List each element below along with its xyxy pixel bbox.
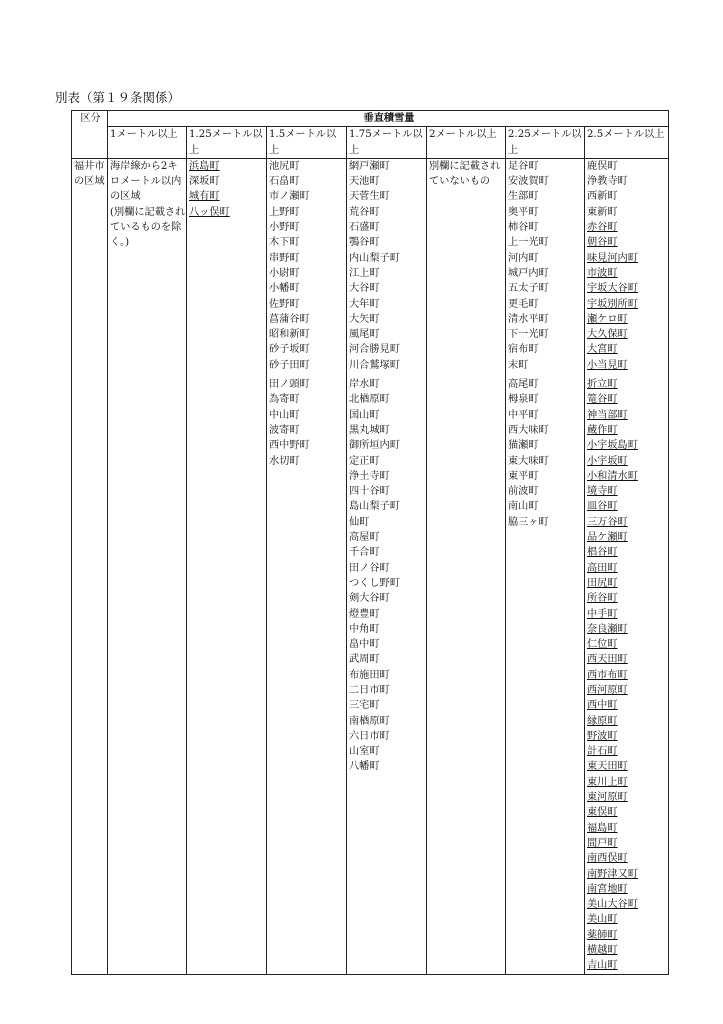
- town-item: 定正町: [349, 455, 380, 467]
- town-item: 六日市町: [349, 730, 390, 742]
- town-item: 布施田町: [349, 669, 390, 681]
- town-item: 宇坂大谷町: [587, 283, 638, 295]
- town-item: 宿布町: [508, 344, 539, 356]
- town-item: 北楢原町: [349, 394, 390, 406]
- town-item: 篭谷町: [587, 394, 618, 406]
- town-item: 足谷町: [508, 160, 539, 172]
- town-item: 高屋町: [349, 532, 380, 544]
- town-item: 水切町: [269, 455, 300, 467]
- column-header: 2.5メートル以上: [585, 127, 669, 159]
- town-item: 猫瀬町: [508, 440, 539, 452]
- town-item: 品ケ瀬町: [587, 532, 628, 544]
- town-item: 高田町: [587, 562, 618, 574]
- town-item: 池尻町: [269, 160, 300, 172]
- town-item: (別欄に記載されているものを除く。): [110, 206, 186, 249]
- town-item: 中手町: [587, 608, 618, 620]
- area-list-cell: [108, 158, 187, 974]
- snow-load-table: [71, 110, 669, 975]
- town-item: 薬師町: [587, 929, 618, 941]
- town-item: 別欄に記載されていないもの: [429, 160, 501, 188]
- column-header: 2メートル以上: [427, 127, 506, 159]
- town-item: 八ッ俣町: [189, 206, 230, 218]
- town-item: 更毛町: [508, 298, 539, 310]
- town-item: 武周町: [349, 654, 380, 666]
- data-row: [72, 158, 669, 974]
- column-header: 1.25メートル以上: [187, 127, 267, 159]
- town-item: 中角町: [349, 623, 380, 635]
- town-item: 東平町: [508, 470, 539, 482]
- town-item: 昭和新町: [269, 329, 310, 341]
- town-item: 山室町: [349, 746, 380, 758]
- town-item: 前波町: [508, 486, 539, 498]
- town-item: 朝谷町: [587, 237, 618, 249]
- town-item: 南山町: [508, 501, 539, 513]
- town-item: 上一光町: [508, 237, 549, 249]
- town-item: 荒谷町: [349, 206, 380, 218]
- town-item: 大年町: [349, 298, 380, 310]
- town-item: 菖蒲谷町: [269, 313, 310, 325]
- header-row-columns: [72, 127, 669, 159]
- town-item: 田尻町: [587, 577, 618, 589]
- area-list-cell: [585, 158, 669, 974]
- town-item: 風尾町: [349, 329, 380, 341]
- town-item: 四十谷町: [349, 486, 390, 498]
- town-item: 小当見町: [587, 359, 628, 371]
- town-item: 野波町: [587, 730, 618, 742]
- town-item: 大宮町: [587, 344, 618, 356]
- town-item: 折立町: [587, 379, 618, 391]
- town-item: 小宇坂島町: [587, 440, 638, 452]
- town-item: 縁原町: [587, 715, 618, 727]
- town-item: 境寺町: [587, 486, 618, 498]
- town-item: 小尉町: [269, 267, 300, 279]
- table-caption: 別表（第１９条関係）: [55, 90, 181, 105]
- town-item: 江上町: [349, 267, 380, 279]
- town-item: 網戸瀬町: [349, 160, 390, 172]
- town-item: 三宅町: [349, 700, 380, 712]
- town-item: 河内町: [508, 252, 539, 264]
- town-item: 吉山町: [587, 960, 618, 972]
- town-item: 西新町: [587, 191, 618, 203]
- header-row-main: [72, 111, 669, 127]
- town-item: 田ノ谷町: [349, 562, 390, 574]
- town-item: 東河原町: [587, 792, 628, 804]
- column-header: 1.5メートル以上: [267, 127, 347, 159]
- town-item: 波寄町: [269, 424, 300, 436]
- town-item: 西河原町: [587, 684, 628, 696]
- town-item: 栂泉町: [508, 394, 539, 406]
- town-item: 柿谷町: [508, 222, 539, 234]
- town-item: 浜島町: [189, 160, 220, 172]
- town-item: 東大味町: [508, 455, 549, 467]
- town-item: 南宮地町: [587, 883, 628, 895]
- town-item: 西市布町: [587, 669, 628, 681]
- town-item: 大谷町: [349, 283, 380, 295]
- town-item: 剣大谷町: [349, 593, 390, 605]
- town-item: 仙町: [349, 516, 370, 528]
- town-item: 木下町: [269, 237, 300, 249]
- town-item: 黒丸城町: [349, 424, 390, 436]
- town-item: 南西俣町: [587, 853, 628, 865]
- column-header: 2.25メートル以上: [506, 127, 585, 159]
- town-item: 安波賀町: [508, 176, 549, 188]
- town-item: 神当部町: [587, 409, 628, 421]
- town-item: 市ノ瀬町: [269, 191, 310, 203]
- town-item: 宇坂別所町: [587, 298, 638, 310]
- town-item: 海岸線から2キロメートル以内の区域: [110, 160, 182, 203]
- town-item: 椙谷町: [587, 547, 618, 559]
- town-item: 浄土寺町: [349, 470, 390, 482]
- town-item: 岸水町: [349, 379, 380, 391]
- town-item: 国山町: [349, 409, 380, 421]
- town-item: 高尾町: [508, 379, 539, 391]
- town-item: 瀬ケロ町: [587, 313, 628, 325]
- region-cell: 福井市の区域: [72, 158, 108, 974]
- area-list-cell: [347, 158, 427, 974]
- area-list-cell: [187, 158, 267, 974]
- town-item: 大矢町: [349, 313, 380, 325]
- town-item: 内山梨子町: [349, 252, 400, 264]
- town-item: 二日市町: [349, 684, 390, 696]
- town-item: 奈良瀬町: [587, 623, 628, 635]
- town-item: 蔵作町: [587, 424, 618, 436]
- town-item: 御所垣内町: [349, 440, 400, 452]
- town-item: 生部町: [508, 191, 539, 203]
- town-item: 石盛町: [349, 222, 380, 234]
- town-item: 鶚谷町: [349, 237, 380, 249]
- town-item: 燈豊町: [349, 608, 380, 620]
- town-item: 為寄町: [269, 394, 300, 406]
- town-item: 大久保町: [587, 329, 628, 341]
- town-item: 南野津又町: [587, 868, 638, 880]
- town-item: 市波町: [587, 267, 618, 279]
- town-item: 奥平町: [508, 206, 539, 218]
- town-item: 仁位町: [587, 639, 618, 651]
- town-item: 美山大谷町: [587, 899, 638, 911]
- town-item: 皿谷町: [587, 501, 618, 513]
- town-item: 南楢原町: [349, 715, 390, 727]
- town-item: 中平町: [508, 409, 539, 421]
- town-item: 川合鷲塚町: [349, 359, 400, 371]
- town-item: 五太子町: [508, 283, 549, 295]
- column-header: 1メートル以上: [108, 127, 187, 159]
- town-item: 小宇坂町: [587, 455, 628, 467]
- town-item: 赤谷町: [587, 222, 618, 234]
- town-item: 横越町: [587, 945, 618, 957]
- town-item: 西中野町: [269, 440, 310, 452]
- town-item: 小幡町: [269, 283, 300, 295]
- town-item: つくし野町: [349, 577, 400, 589]
- town-item: 串野町: [269, 252, 300, 264]
- town-item: 浄教寺町: [587, 176, 628, 188]
- town-item: 東新町: [587, 206, 618, 218]
- town-item: 脇三ヶ町: [508, 516, 549, 528]
- town-item: 小和清水町: [587, 470, 638, 482]
- town-item: 計石町: [587, 746, 618, 758]
- town-item: 小野町: [269, 222, 300, 234]
- town-item: 鹿俣町: [587, 160, 618, 172]
- town-item: 東俣町: [587, 807, 618, 819]
- town-item: 田ノ頭町: [269, 379, 310, 391]
- town-item: 深坂町: [189, 176, 220, 188]
- town-item: 美山町: [587, 914, 618, 926]
- town-item: 島山梨子町: [349, 501, 400, 513]
- snow-depth-header: 垂直積雪量: [108, 111, 669, 127]
- town-item: 東川上町: [587, 776, 628, 788]
- town-item: 城戸内町: [508, 267, 549, 279]
- town-item: 味見河内町: [587, 252, 638, 264]
- column-header: 1.75メートル以上: [347, 127, 427, 159]
- town-item: 佐野町: [269, 298, 300, 310]
- town-item: 西大味町: [508, 424, 549, 436]
- town-item: 下一光町: [508, 329, 549, 341]
- area-list-cell: [506, 158, 585, 974]
- town-item: 石畠町: [269, 176, 300, 188]
- town-item: 八幡町: [349, 761, 380, 773]
- town-item: 清水平町: [508, 313, 549, 325]
- town-item: 中山町: [269, 409, 300, 421]
- town-item: 西中町: [587, 700, 618, 712]
- town-item: 畠中町: [349, 639, 380, 651]
- town-item: 千合町: [349, 547, 380, 559]
- town-item: 西天田町: [587, 654, 628, 666]
- town-item: 福島町: [587, 822, 618, 834]
- town-item: 河合勝見町: [349, 344, 400, 356]
- town-item: 所谷町: [587, 593, 618, 605]
- town-item: 砂子田町: [269, 359, 310, 371]
- town-item: 東天田町: [587, 761, 628, 773]
- town-item: 天池町: [349, 176, 380, 188]
- town-item: 間戸町: [587, 837, 618, 849]
- town-item: 末町: [508, 359, 529, 371]
- town-item: 天菅生町: [349, 191, 390, 203]
- area-list-cell: [267, 158, 347, 974]
- town-item: 砂子坂町: [269, 344, 310, 356]
- town-item: 上野町: [269, 206, 300, 218]
- town-item: 三万谷町: [587, 516, 628, 528]
- area-list-cell: [427, 158, 506, 974]
- region-header: 区分: [72, 111, 108, 159]
- town-item: 城有町: [189, 191, 220, 203]
